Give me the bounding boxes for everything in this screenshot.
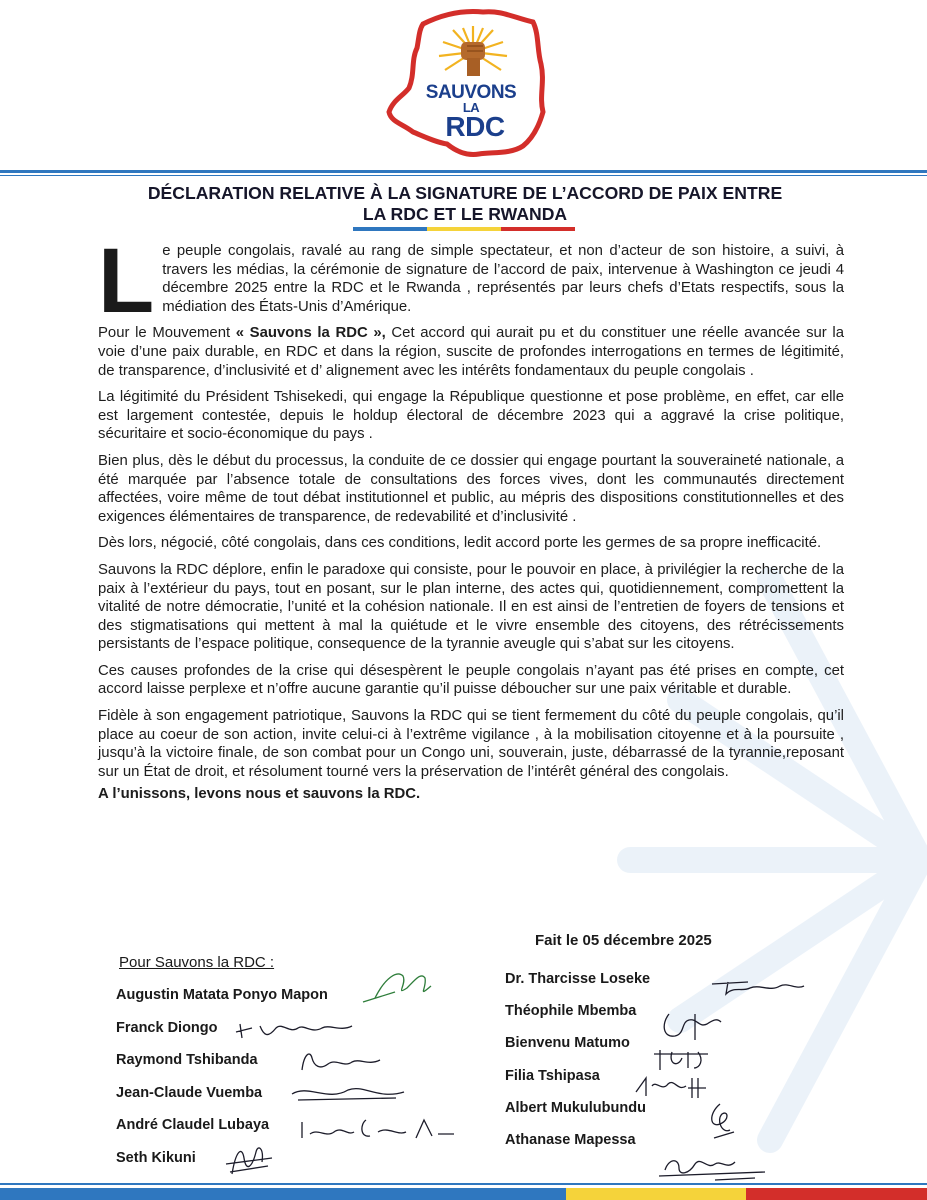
signatory-name: Filia Tshipasa: [505, 1067, 600, 1084]
signature-mukulubundu: [700, 1100, 740, 1146]
signature-mbemba: [655, 1006, 725, 1046]
paragraph-5: Dès lors, négocié, côté congolais, dans ces conditions, ledit accord porte les germes de sa propre inefficacité.: [98, 535, 822, 552]
signatory-name: Théophile Mbemba: [505, 1003, 637, 1020]
signatory-name: Augustin Matata Ponyo Mapon: [116, 987, 328, 1003]
signature-tshipasa: [632, 1072, 712, 1102]
signature-diongo: [232, 1016, 362, 1044]
paragraph-2: Pour le Mouvement « Sauvons la RDC », Cet accord qui aurait pu et du constituer une réelle avancée sur la voie d’une paix durable, en RDC et dans la région, suscite de profondes interrogations en termes de légitimité, de transparence, d’inclusivité et d’ alignement avec les intérêts fondamentaux du peuple congolais .: [98, 325, 844, 379]
signatory-name: Seth Kikuni: [116, 1149, 196, 1166]
signature-mapessa: [655, 1150, 775, 1184]
title-line-2: LA RDC ET LE RWANDA: [362, 204, 568, 224]
header-divider: [0, 170, 927, 173]
signature-matumo: [648, 1046, 718, 1074]
signature-kikuni: [222, 1138, 282, 1186]
movement-name: « Sauvons la RDC »,: [235, 325, 386, 342]
signature-matata: [355, 958, 445, 1008]
closing-line: A l’unissons, levons nous et sauvons la RDC.: [98, 786, 421, 803]
drop-cap: L: [98, 230, 155, 332]
signature-loseke: [708, 976, 808, 1000]
signatory-name: Jean-Claude Vuemba: [116, 1084, 263, 1101]
paragraph-4: Bien plus, dès le début du processus, la conduite de ce dossier qui engage pourtant la souveraineté nationale, a été marquée par l’absence totale de consultations des forces vives, dont les communautés directement affectées, voire même de tout débat institutionnel et public, au mépris des dispositions constitutionnelles et des exigences élémentaires de transparence, de redevabilité et d’inclusivité .: [98, 452, 844, 525]
paragraph-8: Fidèle à son engagement patriotique, Sauvons la RDC qui se tient fermement du côté du peuple congolais, qu’il place au coeur de son action, invite celui-ci à l’extrême vigilance , à la mobilisation citoyenne et à la poursuite , jusqu’à la victoire finale, de son combat pour un Congo uni, souverain, juste, débarrassé de la tyrannie,reposant sur un État de droit, et résolument tourné vers la préservation de l’intérêt général des congolais.: [98, 708, 844, 780]
paragraph-1: Le peuple congolais, ravalé au rang de simple spectateur, et non d’acteur de son histoire, a suivi, à travers les médias, la cérémonie de signature de l’accord de paix, intervenue à Washington ce jeudi 4 décembre 2025 entre la RDC et le Rwanda , représentés par leurs chefs d’Etats respectifs, sous la médiation des États-Unis d’Amérique.: [98, 230, 844, 332]
signatory-name: Athanase Mapessa: [505, 1131, 636, 1148]
date-line: Fait le 05 décembre 2025: [535, 932, 712, 949]
signature-lubaya: [298, 1114, 458, 1144]
declaration-body: [98, 230, 844, 812]
signatory-name: Raymond Tshibanda: [116, 1052, 258, 1068]
logo-text-rdc: RDC: [445, 111, 505, 142]
paragraph-3: La légitimité du Président Tshisekedi, qui engage la République questionne et pose problème, en effet, car elle est largement contestée, depuis le holdup électoral de décembre 2023 qui a aggravé la crise politique, sécuritaire et socio-économique du pays .: [98, 389, 844, 443]
logo-text-sauvons: SAUVONS: [425, 82, 517, 103]
title-line-1: DÉCLARATION RELATIVE À LA SIGNATURE DE L’ACCORD DE PAIX ENTRE: [147, 183, 783, 203]
header-divider-thin: [0, 175, 927, 176]
logo: [383, 4, 553, 164]
signatory-name: André Claudel Lubaya: [116, 1117, 270, 1133]
logo-text-la: LA: [462, 100, 480, 115]
signature-vuemba: [288, 1080, 408, 1106]
page-title: [80, 183, 850, 225]
title-tricolor-bar: [353, 227, 575, 231]
signature-tshibanda: [298, 1044, 388, 1078]
footer-tricolor-bar: [0, 1188, 927, 1200]
signatory-name: Dr. Tharcisse Loseke: [505, 971, 651, 987]
signatory-name: Franck Diongo: [116, 1019, 218, 1036]
paragraph-6: Sauvons la RDC déplore, enfin le paradoxe qui consiste, pour le pouvoir en place, à privilégier la recherche de la paix à l’extérieur du pays, tout en posant, sur le plan interne, des actes qui, quotidiennement, compromettent la vitalité de notre démocratie, l’unité et la cohésion nationale. Il en est ainsi de l’entretien de foyers de tensions et des stigmatisations qui mettent à mal la quiétude et le vivre ensemble des citoyens, des rétrécissements persistants de l’espace politique, consequence de la tyrannie aveugle qui s’abat sur les citoyens.: [98, 561, 844, 653]
footer-divider: [0, 1183, 927, 1185]
signatory-name: Albert Mukulubundu: [505, 1099, 646, 1116]
paragraph-7: Ces causes profondes de la crise qui désespèrent le peuple congolais n’ayant pas été prises en compte, cet accord laisse perplexe et n’offre aucune garantie qu’il puisse déboucher sur une paix véritable et durable.: [98, 662, 844, 698]
signatory-name: Bienvenu Matumo: [505, 1035, 630, 1052]
signatories-heading: Pour Sauvons la RDC :: [119, 954, 275, 971]
